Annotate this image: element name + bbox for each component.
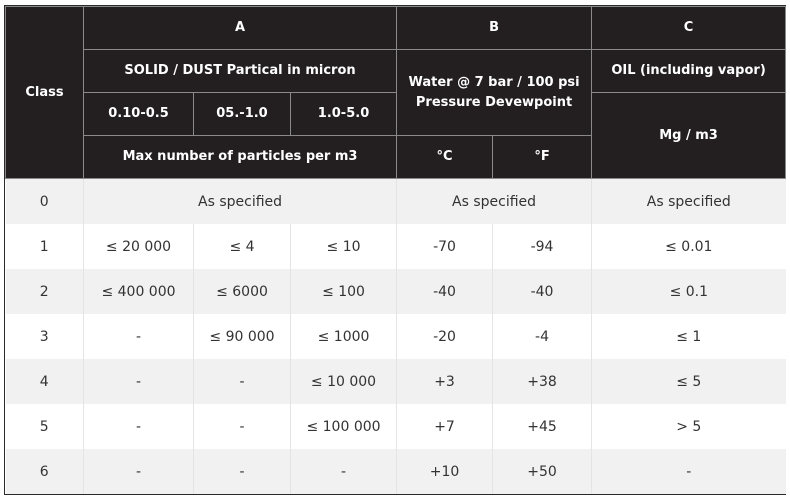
cell-class: 3 bbox=[6, 314, 84, 359]
cell-dewpoint-c: +3 bbox=[397, 359, 493, 404]
header-group-b: B bbox=[397, 7, 592, 50]
header-water-dewpoint: Water @ 7 bar / 100 psi Pressure Devewpoint bbox=[397, 50, 592, 136]
cell-dewpoint-c: -70 bbox=[397, 224, 493, 269]
cell-oil: ≤ 5 bbox=[592, 359, 786, 404]
cell-particles-1.0-5.0: ≤ 100 bbox=[291, 269, 397, 314]
cell-particles-0.5-1.0: - bbox=[194, 359, 291, 404]
cell-dewpoint-f: -40 bbox=[493, 269, 592, 314]
cell-particles-0.5-1.0: ≤ 90 000 bbox=[194, 314, 291, 359]
cell-dewpoint-c: +7 bbox=[397, 404, 493, 449]
header-size-range: 05.-1.0 bbox=[194, 93, 291, 136]
table-row bbox=[6, 224, 786, 269]
table-row bbox=[6, 449, 786, 494]
header-group-c: C bbox=[592, 7, 786, 50]
cell-class: 2 bbox=[6, 269, 84, 314]
cell-class: 0 bbox=[6, 179, 84, 225]
cell-class: 5 bbox=[6, 404, 84, 449]
cell-class: 6 bbox=[6, 449, 84, 494]
header-size-range: 1.0-5.0 bbox=[291, 93, 397, 136]
cell-particles-1.0-5.0: ≤ 1000 bbox=[291, 314, 397, 359]
header-size-range: 0.10-0.5 bbox=[84, 93, 194, 136]
cell-dewpoint-f: +45 bbox=[493, 404, 592, 449]
cell-class: 4 bbox=[6, 359, 84, 404]
header-oil-unit: Mg / m3 bbox=[592, 93, 786, 179]
cell-particles-1.0-5.0: - bbox=[291, 449, 397, 494]
cell-oil: - bbox=[592, 449, 786, 494]
cell-particles-0.10-0.5: - bbox=[84, 314, 194, 359]
table-row bbox=[6, 404, 786, 449]
air-quality-table-frame bbox=[4, 5, 786, 495]
header-fahrenheit: °F bbox=[493, 136, 592, 179]
cell-dewpoint-specified: As specified bbox=[397, 179, 592, 225]
cell-class: 1 bbox=[6, 224, 84, 269]
cell-oil: ≤ 0.01 bbox=[592, 224, 786, 269]
cell-particles-1.0-5.0: ≤ 10 000 bbox=[291, 359, 397, 404]
cell-particles-0.10-0.5: - bbox=[84, 449, 194, 494]
header-celsius: °C bbox=[397, 136, 493, 179]
cell-oil: ≤ 1 bbox=[592, 314, 786, 359]
cell-particles-0.10-0.5: ≤ 20 000 bbox=[84, 224, 194, 269]
cell-particles-0.5-1.0: ≤ 4 bbox=[194, 224, 291, 269]
cell-dewpoint-f: +50 bbox=[493, 449, 592, 494]
table-row bbox=[6, 314, 786, 359]
cell-oil: > 5 bbox=[592, 404, 786, 449]
cell-dewpoint-c: -40 bbox=[397, 269, 493, 314]
cell-dewpoint-c: +10 bbox=[397, 449, 493, 494]
cell-particles-0.5-1.0: - bbox=[194, 404, 291, 449]
cell-dewpoint-f: -94 bbox=[493, 224, 592, 269]
header-group-a: A bbox=[84, 7, 397, 50]
header-class: Class bbox=[6, 7, 84, 179]
cell-particles-0.5-1.0: ≤ 6000 bbox=[194, 269, 291, 314]
air-quality-class-table bbox=[5, 6, 786, 494]
header-oil: OIL (including vapor) bbox=[592, 50, 786, 93]
cell-dewpoint-c: -20 bbox=[397, 314, 493, 359]
table-row bbox=[6, 269, 786, 314]
cell-particles-specified: As specified bbox=[84, 179, 397, 225]
cell-dewpoint-f: +38 bbox=[493, 359, 592, 404]
cell-oil: ≤ 0.1 bbox=[592, 269, 786, 314]
table-row bbox=[6, 179, 786, 225]
header-max-particles: Max number of particles per m3 bbox=[84, 136, 397, 179]
table-body bbox=[6, 179, 786, 495]
cell-particles-0.5-1.0: - bbox=[194, 449, 291, 494]
table-row bbox=[6, 359, 786, 404]
cell-particles-1.0-5.0: ≤ 10 bbox=[291, 224, 397, 269]
cell-particles-0.10-0.5: - bbox=[84, 404, 194, 449]
cell-particles-1.0-5.0: ≤ 100 000 bbox=[291, 404, 397, 449]
cell-dewpoint-f: -4 bbox=[493, 314, 592, 359]
table-header bbox=[6, 7, 786, 179]
cell-oil-specified: As specified bbox=[592, 179, 786, 225]
header-solid-dust: SOLID / DUST Partical in micron bbox=[84, 50, 397, 93]
cell-particles-0.10-0.5: ≤ 400 000 bbox=[84, 269, 194, 314]
cell-particles-0.10-0.5: - bbox=[84, 359, 194, 404]
